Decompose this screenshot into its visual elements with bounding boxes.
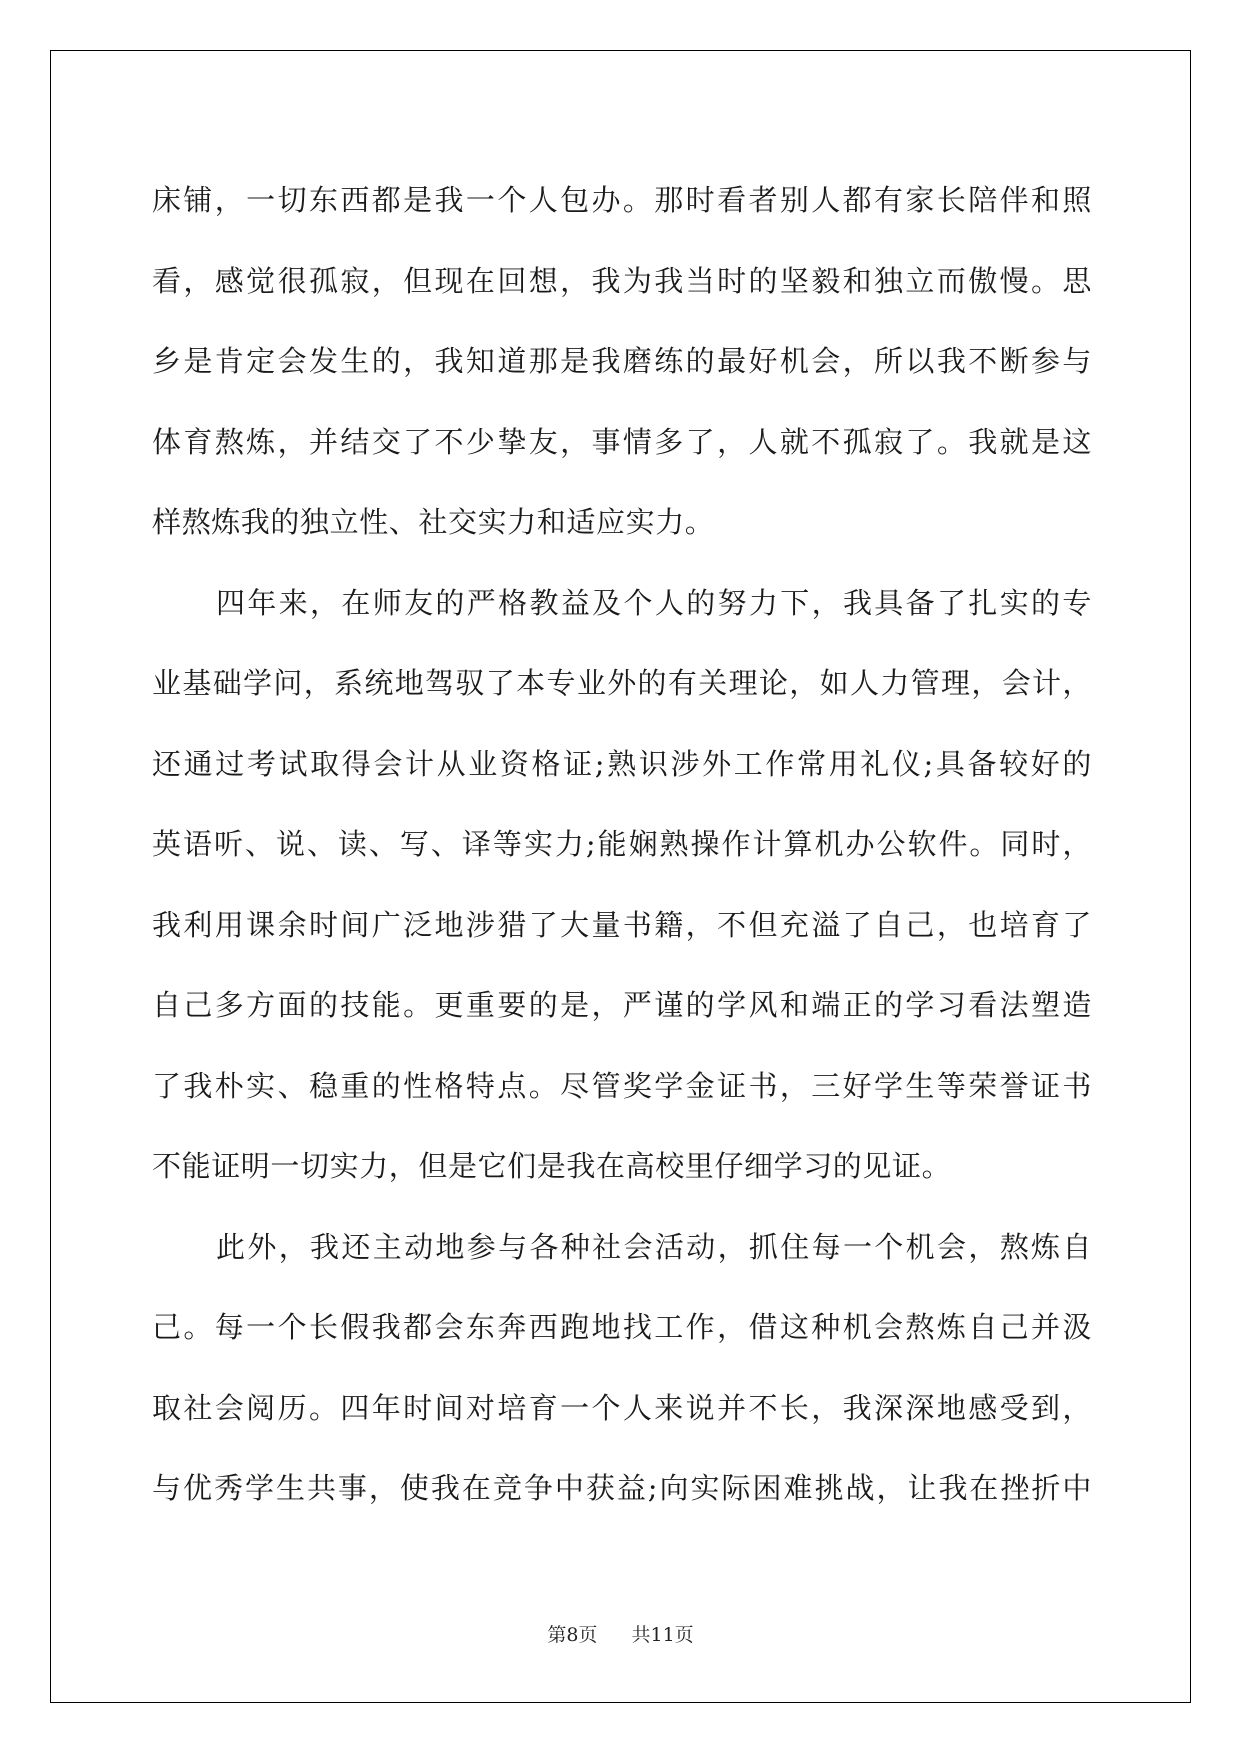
page-total: 共11页 xyxy=(631,1624,694,1646)
text-line: 样熬炼我的独立性、社交实力和适应实力。 xyxy=(152,505,715,539)
text-line: 己。每一个长假我都会东奔西跑地找工作，借这种机会熬炼自己并汲 xyxy=(152,1310,1092,1344)
document-body xyxy=(152,160,1092,1529)
text-line: 还通过考试取得会计从业资格证;熟识涉外工作常用礼仪;具备较好的 xyxy=(152,746,1092,781)
paragraph-start-line: 四年来，在师友的严格教益及个人的努力下，我具备了扎实的专 xyxy=(216,585,1092,620)
text-line: 业基础学问，系统地驾驭了本专业外的有关理论，如人力管理，会计， xyxy=(152,666,1092,700)
text-line: 看，感觉很孤寂，但现在回想，我为我当时的坚毅和独立而傲慢。思 xyxy=(152,263,1092,298)
text-line: 体育熬炼，并结交了不少挚友，事情多了，人就不孤寂了。我就是这 xyxy=(152,424,1092,459)
text-line: 乡是肯定会发生的，我知道那是我磨练的最好机会，所以我不断参与 xyxy=(152,344,1092,378)
text-line: 与优秀学生共事，使我在竞争中获益;向实际困难挑战，让我在挫折中 xyxy=(152,1471,1092,1505)
page-number: 第8页 xyxy=(547,1624,598,1646)
text-line: 我利用课余时间广泛地涉猎了大量书籍，不但充溢了自己，也培育了 xyxy=(152,907,1092,942)
text-line: 床铺，一切东西都是我一个人包办。那时看者别人都有家长陪伴和照 xyxy=(152,183,1092,217)
text-line: 英语听、说、读、写、译等实力;能娴熟操作计算机办公软件。同时， xyxy=(152,827,1092,861)
page-footer xyxy=(0,1620,1241,1647)
text-line: 自己多方面的技能。更重要的是，严谨的学风和端正的学习看法塑造 xyxy=(152,988,1092,1022)
text-line: 不能证明一切实力，但是它们是我在高校里仔细学习的见证。 xyxy=(152,1149,952,1183)
text-line: 了我朴实、稳重的性格特点。尽管奖学金证书，三好学生等荣誉证书 xyxy=(152,1068,1092,1103)
text-line: 取社会阅历。四年时间对培育一个人来说并不长，我深深地感受到， xyxy=(152,1390,1092,1425)
paragraph-start-line: 此外，我还主动地参与各种社会活动，抓住每一个机会，熬炼自 xyxy=(216,1229,1092,1264)
